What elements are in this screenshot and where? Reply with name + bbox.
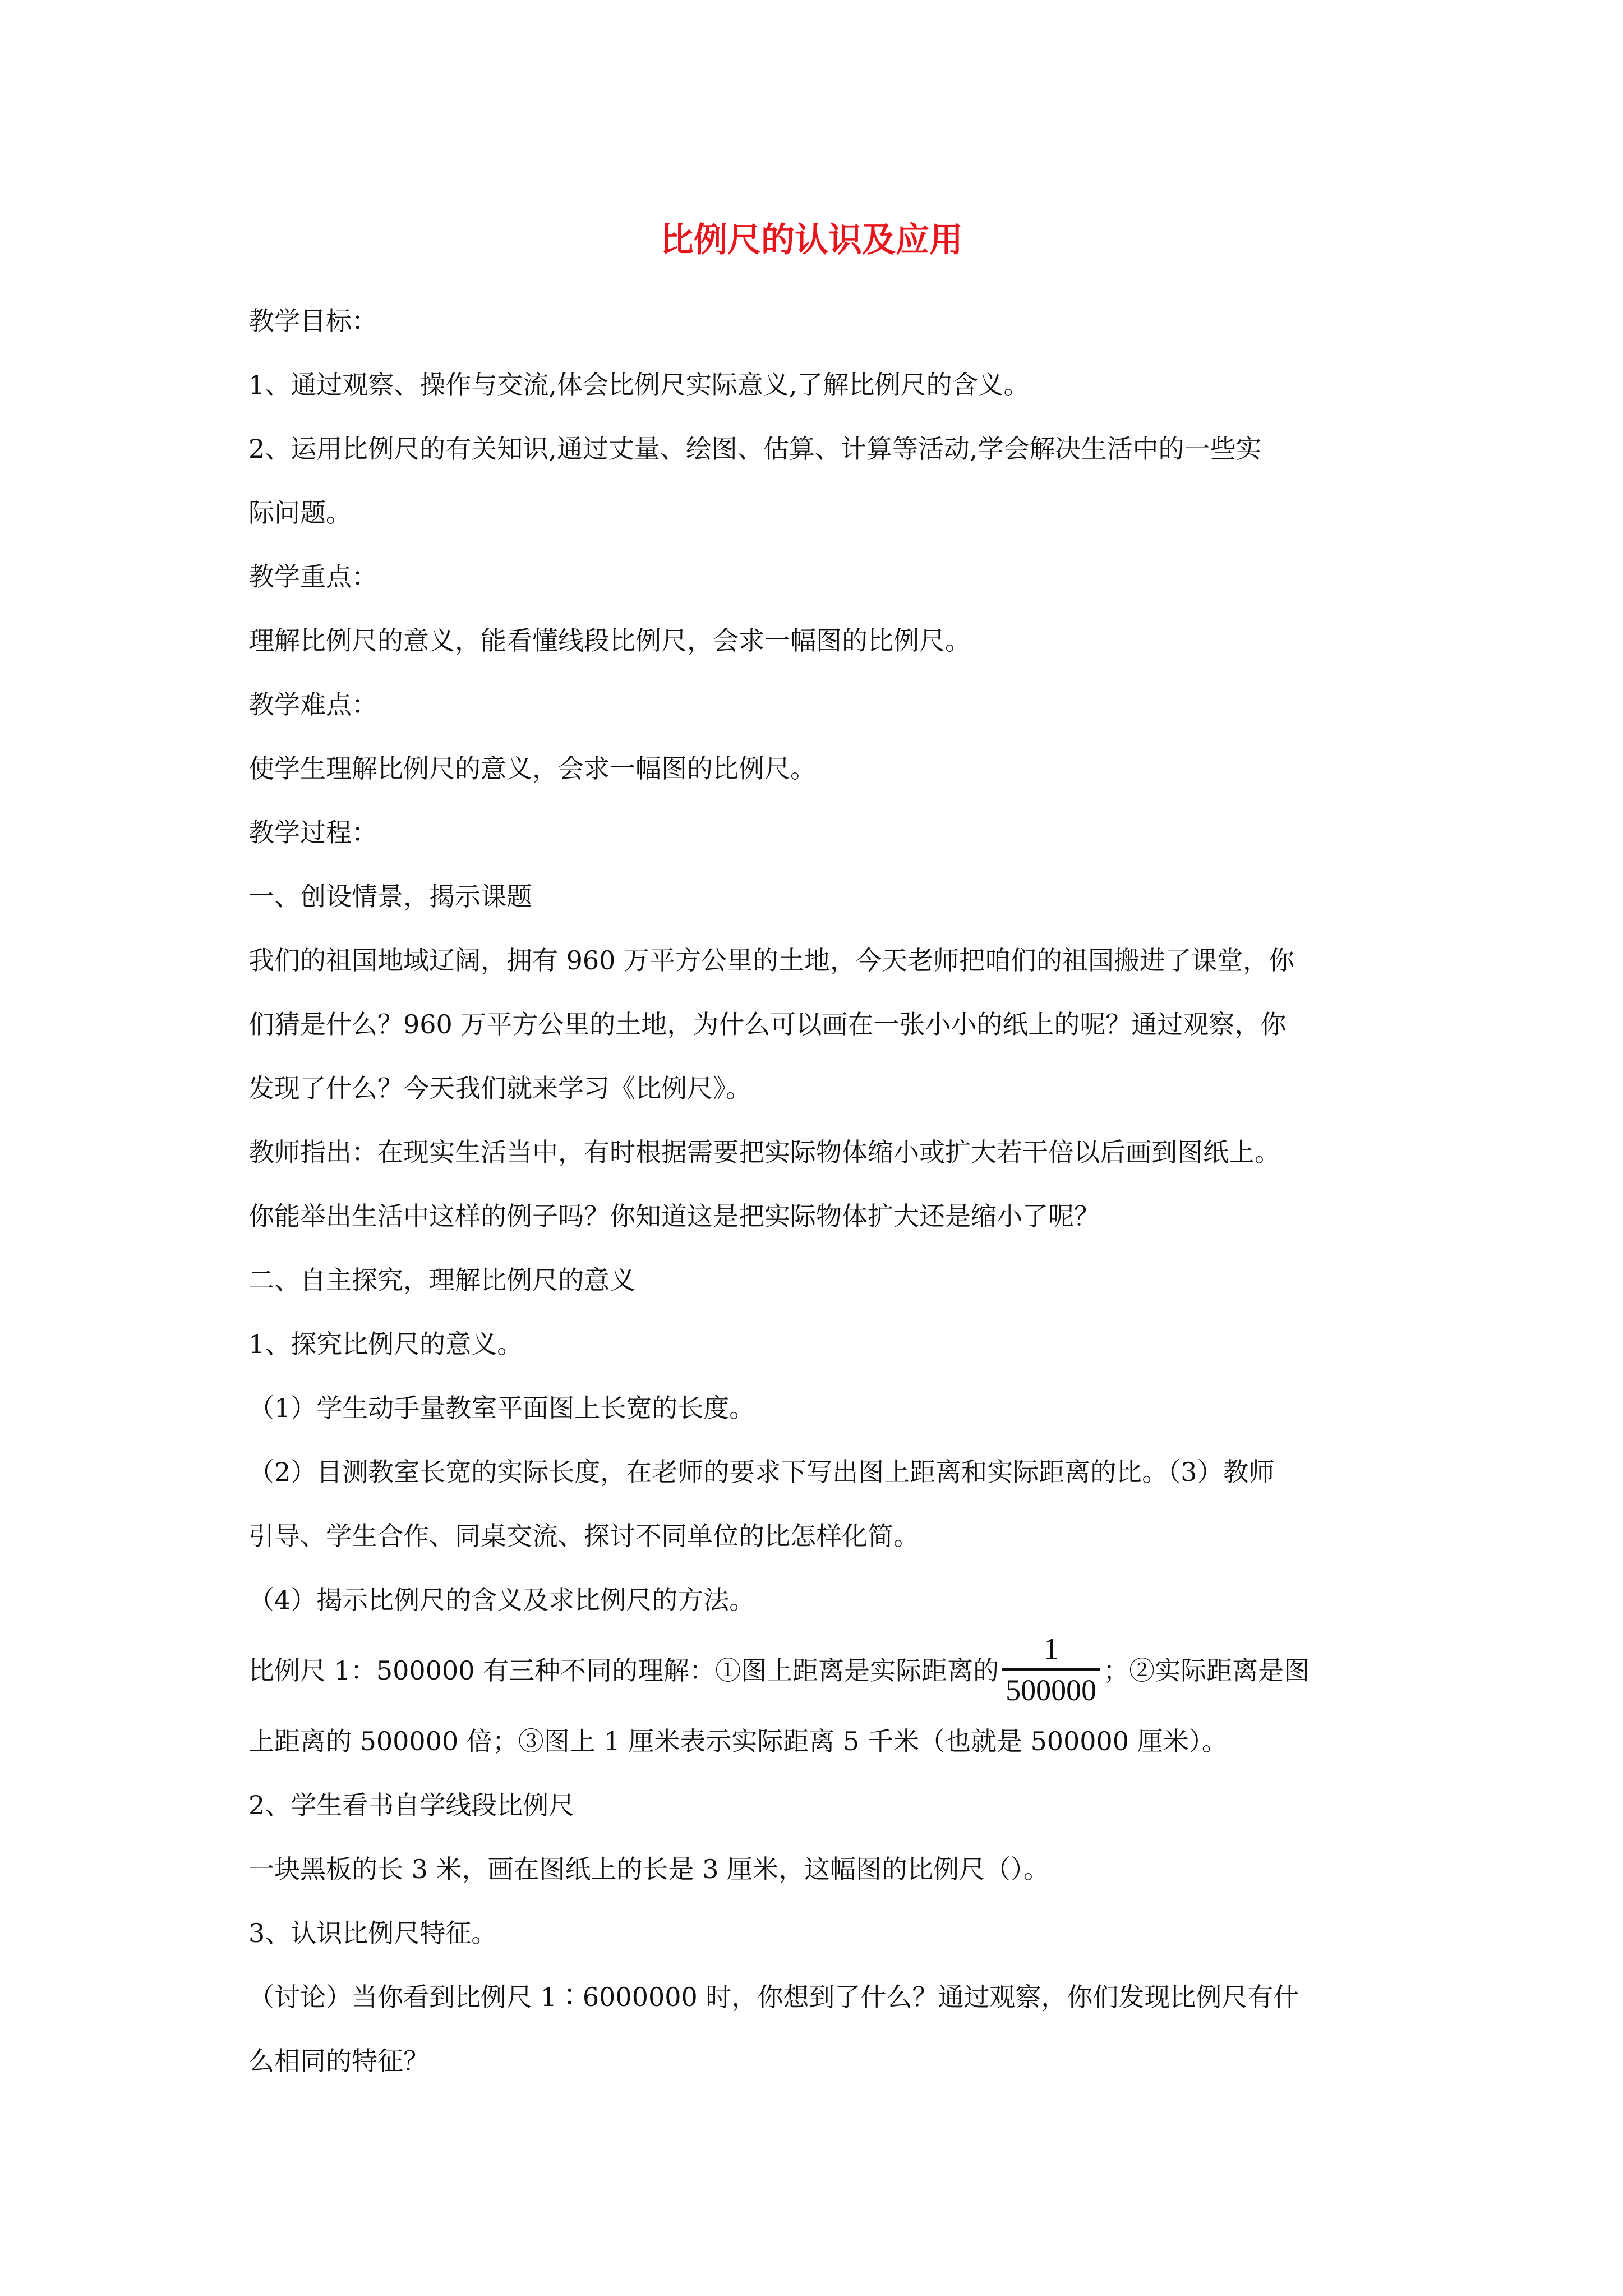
item-2-text: 一块黑板的长 3 米，画在图纸上的长是 3 厘米，这幅图的比例尺（）。 [248, 1854, 1050, 1884]
item-1-step-2-line-2: 引导、学生合作、同桌交流、探讨不同单位的比怎样化简。 [248, 1521, 919, 1551]
section-2-heading: 二、自主探究，理解比例尺的意义 [248, 1265, 635, 1295]
objective-2-line-1: 2、运用比例尺的有关知识,通过丈量、绘图、估算、计算等活动,学会解决生活中的一些实 [248, 434, 1262, 464]
objectives-heading: 教学目标： [248, 306, 377, 336]
scale-line-2: 上距离的 500000 倍；③图上 1 厘米表示实际距离 5 千米（也就是 500000 厘米）。 [248, 1726, 1228, 1756]
item-1-step-2-line-1: （2）目测教室长宽的实际长度，在老师的要求下写出图上距离和实际距离的比。（3）教师 [248, 1457, 1275, 1487]
section-1-paragraph-1 [248, 928, 1384, 1120]
section-1-heading: 一、创设情景，揭示课题 [248, 881, 532, 912]
fraction-numerator: 1 [1002, 1634, 1100, 1671]
difficult-points-heading: 教学难点： [248, 689, 377, 720]
scale-explanation [248, 1632, 1384, 1773]
item-3-line-2: 么相同的特征？ [248, 2046, 429, 2076]
section-1-p2-line-2: 你能举出生活中这样的例子吗？你知道这是把实际物体扩大还是缩小了呢？ [248, 1201, 1100, 1231]
difficult-points-text: 使学生理解比例尺的意义，会求一幅图的比例尺。 [248, 753, 816, 784]
item-1-heading: 1、探究比例尺的意义。 [248, 1329, 523, 1359]
section-1-p1-line-3: 发现了什么？今天我们就来学习《比例尺》。 [248, 1073, 751, 1103]
key-points-text: 理解比例尺的意义，能看懂线段比例尺，会求一幅图的比例尺。 [248, 625, 971, 656]
document-body [248, 289, 1384, 2093]
item-3-discussion [248, 1965, 1384, 2093]
section-1-p1-line-1: 我们的祖国地域辽阔，拥有 960 万平方公里的土地，今天老师把咱们的祖国搬进了课堂，你 [248, 945, 1295, 976]
section-1-paragraph-2 [248, 1120, 1384, 1248]
process-heading: 教学过程： [248, 817, 377, 848]
objective-2 [248, 417, 1384, 545]
item-3-line-1: （讨论）当你看到比例尺 1∶6000000 时，你想到了什么？通过观察，你们发现比例尺有什 [248, 1982, 1299, 2012]
section-1-p1-line-2: 们猜是什么？960 万平方公里的土地，为什么可以画在一张小小的纸上的呢？通过观察，你 [248, 1009, 1287, 1039]
section-1-p2-line-1: 教师指出：在现实生活当中，有时根据需要把实际物体缩小或扩大若干倍以后画到图纸上。 [248, 1137, 1280, 1167]
objective-1: 1、通过观察、操作与交流,体会比例尺实际意义,了解比例尺的含义。 [248, 370, 1030, 400]
scale-line-1 [248, 1632, 1384, 1709]
item-1-step-2 [248, 1440, 1384, 1568]
scale-text-before: 比例尺 1：500000 有三种不同的理解：①图上距离是实际距离的 [248, 1655, 999, 1686]
item-1-step-4: （4）揭示比例尺的含义及求比例尺的方法。 [248, 1585, 755, 1615]
key-points-heading: 教学重点： [248, 562, 377, 592]
scale-text-after: ；②实际距离是图 [1103, 1655, 1310, 1686]
item-2-heading: 2、学生看书自学线段比例尺 [248, 1790, 575, 1820]
item-1-step-1: （1）学生动手量教室平面图上长宽的长度。 [248, 1393, 755, 1423]
document-title: 比例尺的认识及应用 [660, 220, 963, 260]
objective-2-line-2: 际问题。 [248, 498, 352, 528]
item-3-heading: 3、认识比例尺特征。 [248, 1918, 497, 1948]
scale-fraction [1002, 1634, 1100, 1705]
fraction-denominator: 500000 [1006, 1673, 1097, 1707]
